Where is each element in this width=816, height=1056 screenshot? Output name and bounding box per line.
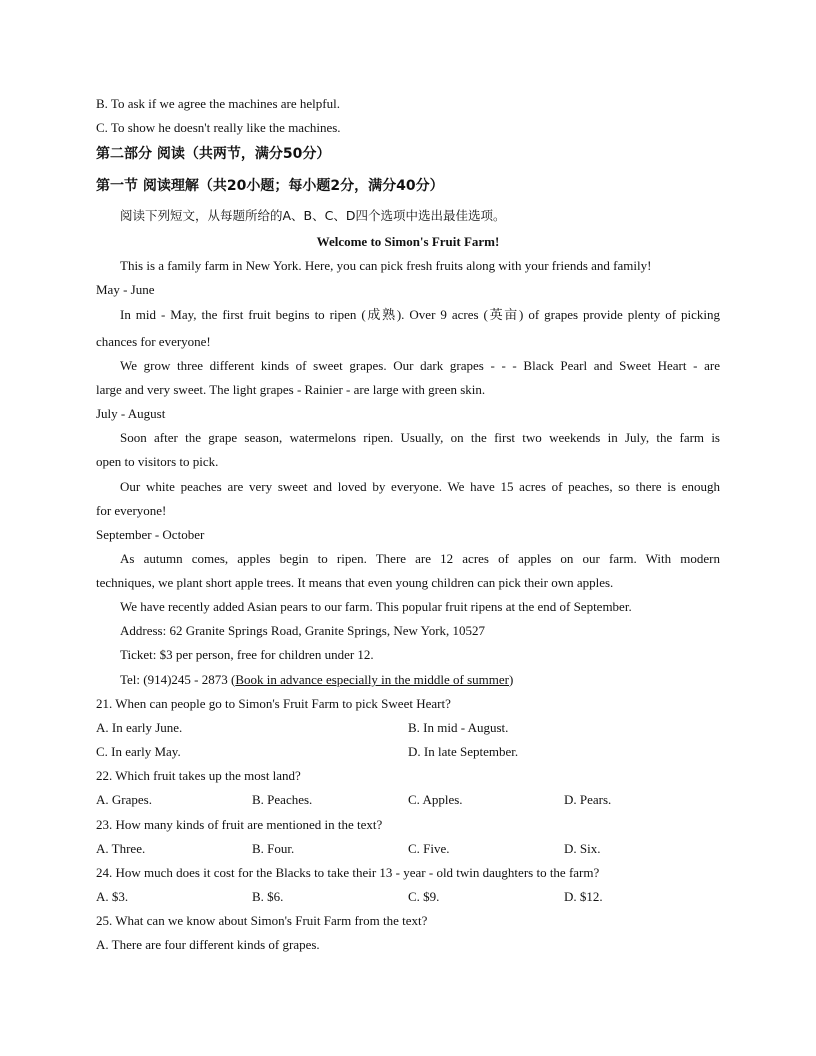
question-22-stem: 22. Which fruit takes up the most land? — [96, 768, 301, 783]
prev-option-c: C. To show he doesn't really like the machines. — [96, 120, 341, 135]
part-heading: 第二部分 阅读（共两节，满分50分） — [96, 146, 331, 162]
paragraph-4-line-2: for everyone! — [96, 503, 167, 518]
ticket-price: Ticket: $3 per person, free for children under 12. — [120, 647, 374, 662]
season-july-august: July - August — [96, 406, 166, 421]
passage-title: Welcome to Simon's Fruit Farm! — [316, 234, 500, 249]
question-23-option-b[interactable]: B. Four. — [252, 841, 295, 856]
question-23-option-d[interactable]: D. Six. — [564, 841, 601, 856]
paragraph-2-line-1: We grow three different kinds of sweet grapes. Our dark grapes - - - Black Pearl and Sweet Heart - are — [120, 358, 720, 373]
section-heading: 第一节 阅读理解（共20小题；每小题2分，满分40分） — [96, 178, 444, 194]
question-22-option-d[interactable]: D. Pears. — [564, 792, 612, 807]
paragraph-4-line-1: Our white peaches are very sweet and loved by everyone. We have 15 acres of peaches, so there is enough — [120, 479, 720, 494]
booking-note: Book in advance especially in the middle of summer — [235, 672, 509, 687]
question-24-option-c[interactable]: C. $9. — [408, 889, 440, 904]
question-24-stem: 24. How much does it cost for the Blacks to take their 13 - year - old twin daughters to the farm? — [96, 865, 600, 880]
instruction: 阅读下列短文，从每题所给的A、B、C、D四个选项中选出最佳选项。 — [120, 208, 506, 223]
question-21-option-c[interactable]: C. In early May. — [96, 744, 181, 759]
question-21-stem: 21. When can people go to Simon's Fruit Farm to pick Sweet Heart? — [96, 696, 451, 711]
question-21-option-b[interactable]: B. In mid - August. — [408, 720, 509, 735]
season-may-june: May - June — [96, 282, 155, 297]
paragraph-1-line-1: In mid - May, the first fruit begins to ripen (成熟). Over 9 acres (英亩) of grapes provide plenty of picking — [120, 307, 720, 322]
paragraph-2-line-2: large and very sweet. The light grapes - Rainier - are large with green skin. — [96, 382, 486, 397]
question-23-option-c[interactable]: C. Five. — [408, 841, 450, 856]
paragraph-3-line-2: open to visitors to pick. — [96, 454, 219, 469]
question-22-option-a[interactable]: A. Grapes. — [96, 792, 152, 807]
telephone-prefix: Tel: (914)245 - 2873 ( — [120, 672, 236, 687]
question-25-stem: 25. What can we know about Simon's Fruit Farm from the text? — [96, 913, 428, 928]
question-21-option-d[interactable]: D. In late September. — [408, 744, 519, 759]
question-23-stem: 23. How many kinds of fruit are mentioned in the text? — [96, 817, 383, 832]
telephone-suffix: ) — [509, 672, 514, 687]
question-22-option-b[interactable]: B. Peaches. — [252, 792, 313, 807]
paragraph-3-line-1: Soon after the grape season, watermelons ripen. Usually, on the first two weekends in July, the farm is — [120, 430, 720, 445]
question-23-option-a[interactable]: A. Three. — [96, 841, 146, 856]
question-25-option-a[interactable]: A. There are four different kinds of grapes. — [96, 937, 320, 952]
question-24-option-b[interactable]: B. $6. — [252, 889, 284, 904]
season-september-october: September - October — [96, 527, 205, 542]
passage-intro: This is a family farm in New York. Here, you can pick fresh fruits along with your friends and family! — [120, 258, 652, 273]
paragraph-6: We have recently added Asian pears to our farm. This popular fruit ripens at the end of September. — [120, 599, 632, 614]
paragraph-1-line-2: chances for everyone! — [96, 334, 211, 349]
question-21-option-a[interactable]: A. In early June. — [96, 720, 183, 735]
prev-option-b: B. To ask if we agree the machines are helpful. — [96, 96, 340, 111]
farm-address: Address: 62 Granite Springs Road, Granite Springs, New York, 10527 — [120, 623, 486, 638]
paragraph-5-line-2: techniques, we plant short apple trees. It means that even young children can pick their own apples. — [96, 575, 614, 590]
question-24-option-a[interactable]: A. $3. — [96, 889, 129, 904]
question-22-option-c[interactable]: C. Apples. — [408, 792, 463, 807]
telephone-line — [120, 672, 720, 688]
question-24-option-d[interactable]: D. $12. — [564, 889, 603, 904]
paragraph-5-line-1: As autumn comes, apples begin to ripen. There are 12 acres of apples on our farm. With modern — [120, 551, 720, 566]
